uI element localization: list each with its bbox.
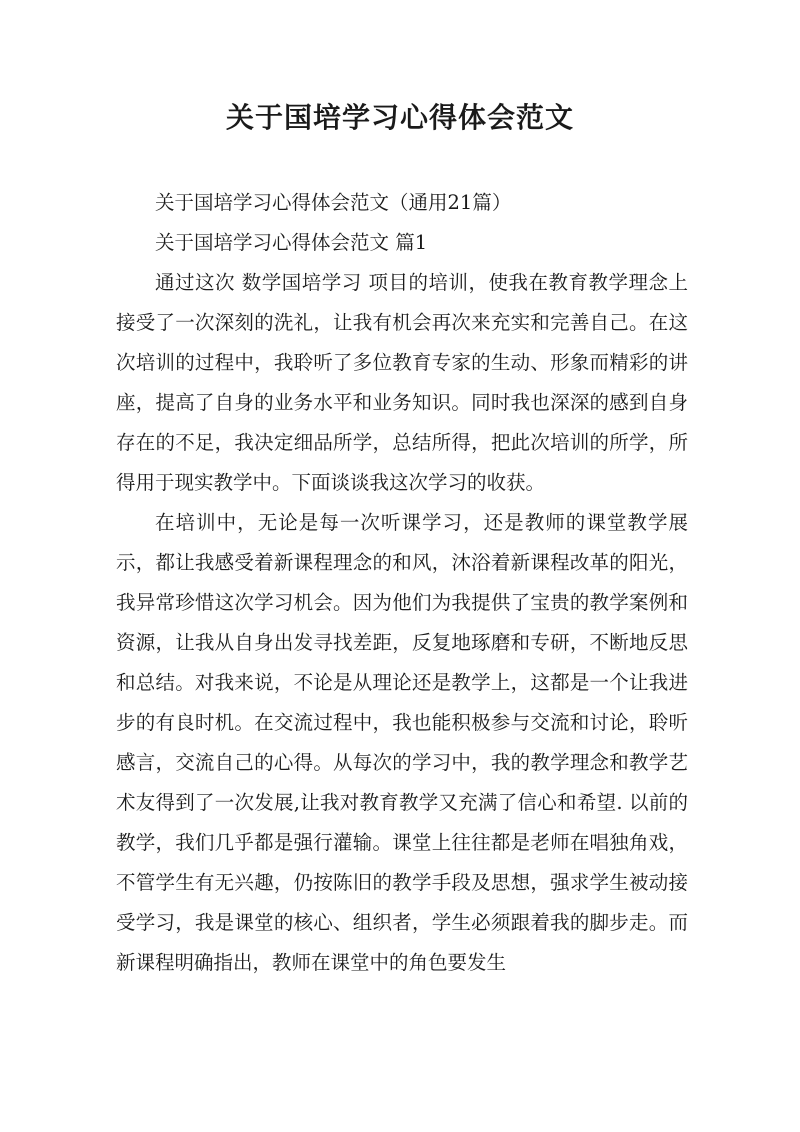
paragraph: 通过这次 数学国培学习 项目的培训，使我在教育教学理念上接受了一次深刻的洗礼，让我有机会再次来充实和完善自己。在这次培训的过程中，我聆听了多位教育专家的生动、形象而精彩的讲座，提高了自身的业务水平和业务知识。同时我也深深的感到自身存在的不足，我决定细品所学，总结所得，把此次培训的所学，所得用于现实教学中。下面谈谈我这次学习的收获。: [116, 271, 688, 494]
paragraph: 在培训中，无论是每一次听课学习，还是教师的课堂教学展示，都让我感受着新课程理念的和风，沐浴着新课程改革的阳光，我异常珍惜这次学习机会。因为他们为我提供了宝贵的教学案例和资源，让我从自身出发寻找差距，反复地琢磨和专研，不断地反思和总结。对我来说，不论是从理论还是教学上，这都是一个让我进步的有良时机。在交流过程中，我也能积极参与交流和讨论，聆听感言，交流自己的心得。从每次的学习中，我的教学理念和教学艺术友得到了一次发展,让我对教育教学又充满了信心和希望. 以前的教学，我们几乎都是强行灌输。课堂上往往都是老师在唱独角戏，不管学生有无兴趣，仍按陈旧的教学手段及思想，强求学生被动接受学习，我是课堂的核心、组织者，学生必须跟着我的脚步走。而新课程明确指出，教师在课堂中的角色要发生: [116, 511, 688, 974]
document-title: 关于国培学习心得体会范文: [225, 101, 574, 134]
document-body: [116, 183, 688, 983]
section-heading: 关于国培学习心得体会范文 篇1: [155, 231, 428, 254]
document-subtitle: 关于国培学习心得体会范文（通用21篇）: [155, 191, 512, 214]
